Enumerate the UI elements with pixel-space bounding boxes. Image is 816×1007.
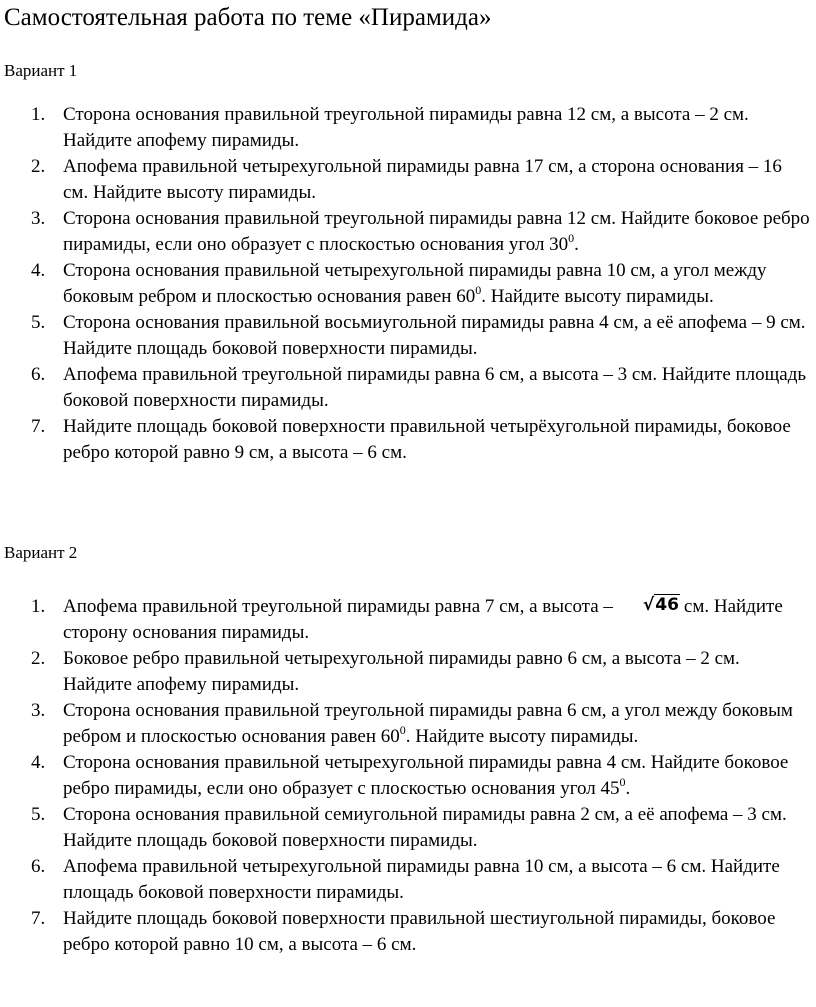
task-item — [0, 102, 814, 154]
variant-2-task-list — [0, 594, 814, 958]
task-number: 6. — [31, 364, 46, 385]
task-text: Апофема правильной четырехугольной пирамиды равна 17 см, а сторона основания – 16 см. Найдите высоту пирамиды. — [63, 156, 782, 203]
task-text-after: . Найдите высоту пирамиды. — [405, 726, 639, 747]
variant-1-task-list — [0, 102, 814, 466]
task-number: 3. — [31, 208, 46, 229]
task-item — [0, 310, 814, 362]
task-item — [0, 206, 814, 258]
task-item — [0, 646, 814, 698]
task-text: Сторона основания правильной треугольной пирамиды равна 6 см, а угол между боковым ребром и плоскостью основания равен 60 — [63, 700, 793, 747]
task-item — [0, 750, 814, 802]
task-item — [0, 698, 814, 750]
task-text: Сторона основания правильной семиугольной пирамиды равна 2 см, а её апофема – 3 см. Найдите площадь боковой поверхности пирамиды. — [63, 804, 787, 851]
task-text: Сторона основания правильной восьмиугольной пирамиды равна 4 см, а её апофема – 9 см. Найдите площадь боковой поверхности пирамиды. — [63, 312, 806, 359]
task-item — [0, 362, 814, 414]
task-number: 2. — [31, 156, 46, 177]
page-title: Самостоятельная работа по теме «Пирамида» — [4, 4, 492, 31]
variant-1-heading: Вариант 1 — [4, 61, 78, 80]
task-number: 5. — [31, 804, 46, 825]
task-number: 1. — [31, 104, 46, 125]
task-item — [0, 906, 814, 958]
task-text-after: . — [574, 234, 579, 255]
task-item — [0, 414, 814, 466]
square-root-icon: √ — [642, 595, 655, 615]
task-number: 4. — [31, 260, 46, 281]
task-number: 6. — [31, 856, 46, 877]
task-text: Апофема правильной треугольной пирамиды равна 6 см, а высота – 3 см. Найдите площадь боковой поверхности пирамиды. — [63, 364, 807, 411]
task-text: Апофема правильной четырехугольной пирамиды равна 10 см, а высота – 6 см. Найдите площадь боковой поверхности пирамиды. — [63, 856, 780, 903]
task-text-after: . Найдите высоту пирамиды. — [481, 286, 714, 307]
task-text-after: . — [625, 778, 631, 799]
task-item — [0, 258, 814, 310]
square-root-expression — [643, 594, 680, 615]
task-text: Боковое ребро правильной четырехугольной пирамиды равно 6 см, а высота – 2 см. Найдите апофему пирамиды. — [63, 648, 740, 695]
task-text: Сторона основания правильной треугольной пирамиды равна 12 см. Найдите боковое ребро пирамиды, если оно образует с плоскостью основания угол 30 — [63, 208, 810, 255]
task-text-after: см. Найдите сторону основания пирамиды. — [63, 596, 783, 643]
task-text: Найдите площадь боковой поверхности правильной четырёхугольной пирамиды, боковое ребро которой равно 9 см, а высота – 6 см. — [63, 416, 791, 463]
task-text: Апофема правильной треугольной пирамиды равна 7 см, а высота – — [63, 596, 613, 617]
task-item — [0, 854, 814, 906]
task-number: 5. — [31, 312, 46, 333]
degree-superscript: 0 — [568, 231, 575, 245]
degree-superscript: 0 — [399, 723, 406, 737]
variant-2-heading: Вариант 2 — [4, 543, 78, 562]
task-text: Сторона основания правильной треугольной пирамиды равна 12 см, а высота – 2 см. Найдите апофему пирамиды. — [63, 104, 749, 151]
task-text: Сторона основания правильной четырехугольной пирамиды равна 4 см. Найдите боковое ребро пирамиды, если оно образует с плоскостью основания угол 45 — [63, 752, 789, 799]
task-number: 2. — [31, 648, 46, 669]
task-number: 1. — [31, 596, 46, 617]
radicand: 46 — [655, 595, 679, 615]
task-number: 3. — [31, 700, 46, 721]
task-item — [0, 802, 814, 854]
degree-superscript: 0 — [619, 775, 626, 789]
task-number: 7. — [31, 908, 46, 929]
task-number: 7. — [31, 416, 46, 437]
degree-superscript: 0 — [475, 283, 482, 297]
task-text: Найдите площадь боковой поверхности правильной шестиугольной пирамиды, боковое ребро которой равно 10 см, а высота – 6 см. — [63, 908, 776, 955]
task-item — [0, 154, 814, 206]
task-text: Сторона основания правильной четырехугольной пирамиды равна 10 см, а угол между боковым ребром и плоскостью основания равен 60 — [63, 260, 767, 307]
task-number: 4. — [31, 752, 46, 773]
task-item — [0, 594, 814, 646]
